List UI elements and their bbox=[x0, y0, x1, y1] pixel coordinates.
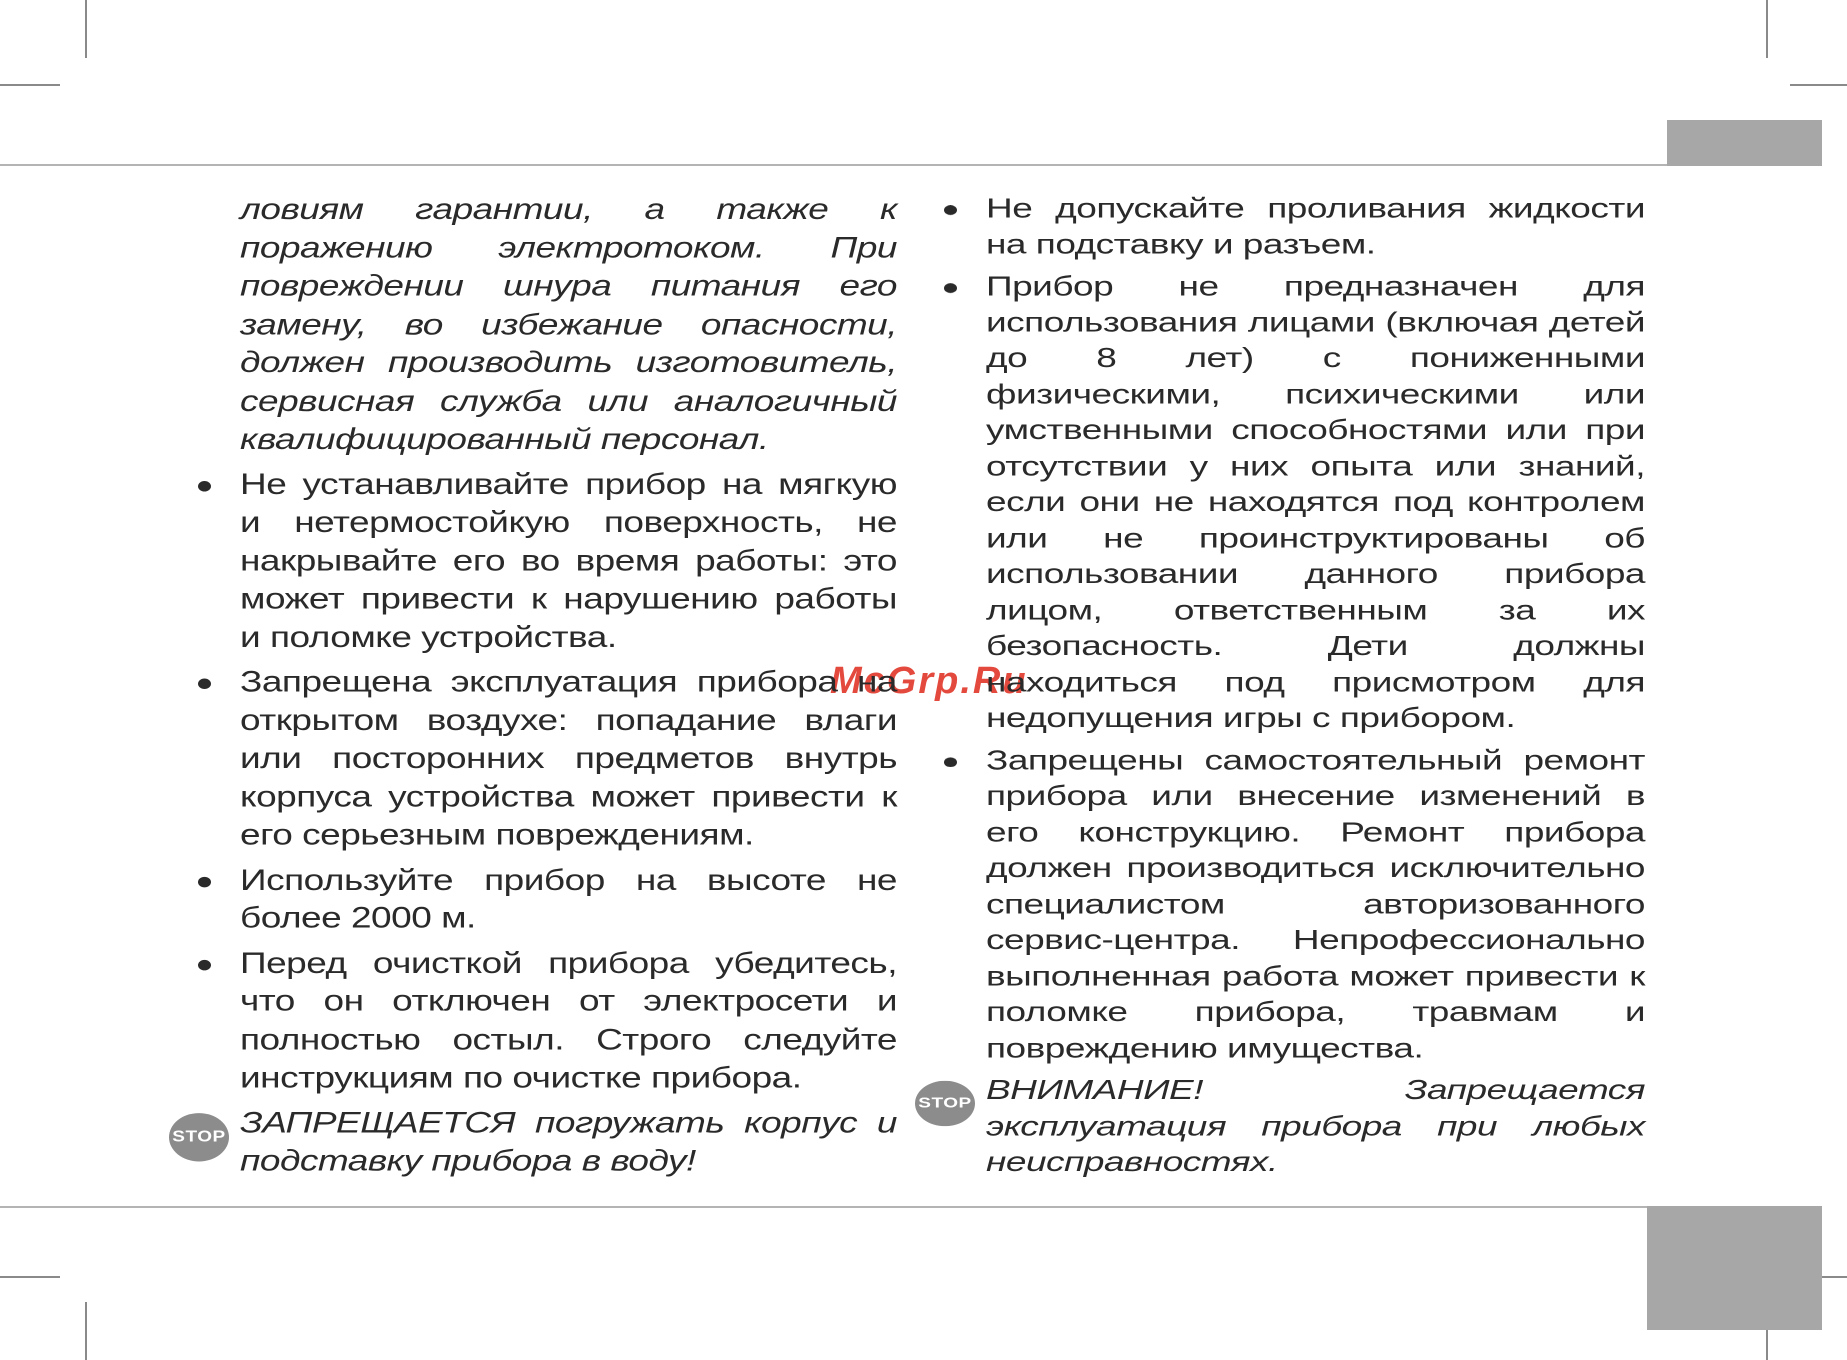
stop-warning bbox=[172, 1103, 897, 1180]
stop-warning-text: ЗАПРЕЩАЕТСЯ погружать корпус и подставку прибора в воду! bbox=[240, 1105, 897, 1177]
bullet-icon bbox=[944, 757, 957, 767]
left-column bbox=[172, 190, 897, 1180]
list-item bbox=[986, 742, 1645, 1066]
list-item bbox=[240, 860, 897, 937]
crop-mark bbox=[85, 0, 87, 58]
list-item bbox=[240, 943, 897, 1096]
corner-tab-bottom bbox=[1647, 1206, 1822, 1330]
top-rule bbox=[0, 164, 1667, 166]
stop-icon: STOP bbox=[169, 1113, 229, 1161]
corner-tab-top bbox=[1667, 120, 1822, 166]
crop-mark bbox=[1790, 84, 1847, 86]
continuation-paragraph: ловиям гарантии, а также к поражению электротоком. При повреждении шнура питания его замену, во избежание опасности, должен производить изготовитель, сервисная служба или аналогичный квалифицированный персонал. bbox=[240, 192, 897, 456]
stop-warning bbox=[918, 1072, 1645, 1180]
bullet-icon bbox=[198, 481, 211, 491]
bullet-icon bbox=[944, 283, 957, 293]
crop-mark bbox=[0, 84, 60, 86]
list-item-text: Не устанавливайте прибор на мягкую и нетермостойкую поверхность, не накрывайте его во время работы: это может привести к нарушению работы и поломке устройства. bbox=[240, 466, 897, 654]
list-item bbox=[986, 268, 1645, 736]
list-item-text: Используйте прибор на высоте не более 2000 м. bbox=[240, 862, 897, 935]
list-item-text: Не допускайте проливания жидкости на подставку и разъем. bbox=[986, 192, 1645, 260]
list-item bbox=[986, 190, 1645, 262]
stop-warning-text: ВНИМАНИЕ! Запрещается эксплуатация прибора при любых неисправностях. bbox=[986, 1073, 1645, 1177]
bullet-icon bbox=[198, 679, 211, 689]
crop-mark bbox=[0, 1276, 60, 1278]
list-item bbox=[240, 662, 897, 853]
list-item-text: Запрещена эксплуатация прибора на открытом воздухе: попадание влаги или посторонних предметов внутрь корпуса устройства может привести к его серьезным повреждениям. bbox=[240, 664, 897, 852]
bottom-rule bbox=[0, 1206, 1647, 1208]
list-item-text: Прибор не предназначен для использования лицами (включая детей до 8 лет) с пониженными физическими, психическими или умственными способностями или при отсутствии у них опыта или знаний, если они не находятся под контролем или не проинструктированы об использовании данного прибора лицом, ответственным за их безопасность. Дети должны находиться под присмотром для недопущения игры с прибором. bbox=[986, 270, 1645, 734]
list-item-text: Перед очисткой прибора убедитесь, что он отключен от электросети и полностью остыл. Строго следуйте инструкциям по очистке прибора. bbox=[240, 945, 897, 1094]
bullet-icon bbox=[198, 960, 211, 970]
crop-mark bbox=[1766, 0, 1768, 58]
bullet-icon bbox=[944, 205, 957, 215]
list-item-text: Запрещены самостоятельный ремонт прибора или внесение изменений в его конструкцию. Ремонт прибора должен производиться исключительно специалистом авторизованного сервис-центра. Непрофессионально выполненная работа может привести к поломке прибора, травмам и повреждению имущества. bbox=[986, 744, 1645, 1063]
bullet-icon bbox=[198, 876, 211, 886]
stop-icon: STOP bbox=[915, 1081, 975, 1126]
watermark: McGrp.Ru bbox=[830, 660, 1028, 702]
crop-mark bbox=[85, 1302, 87, 1360]
list-item bbox=[240, 465, 897, 656]
